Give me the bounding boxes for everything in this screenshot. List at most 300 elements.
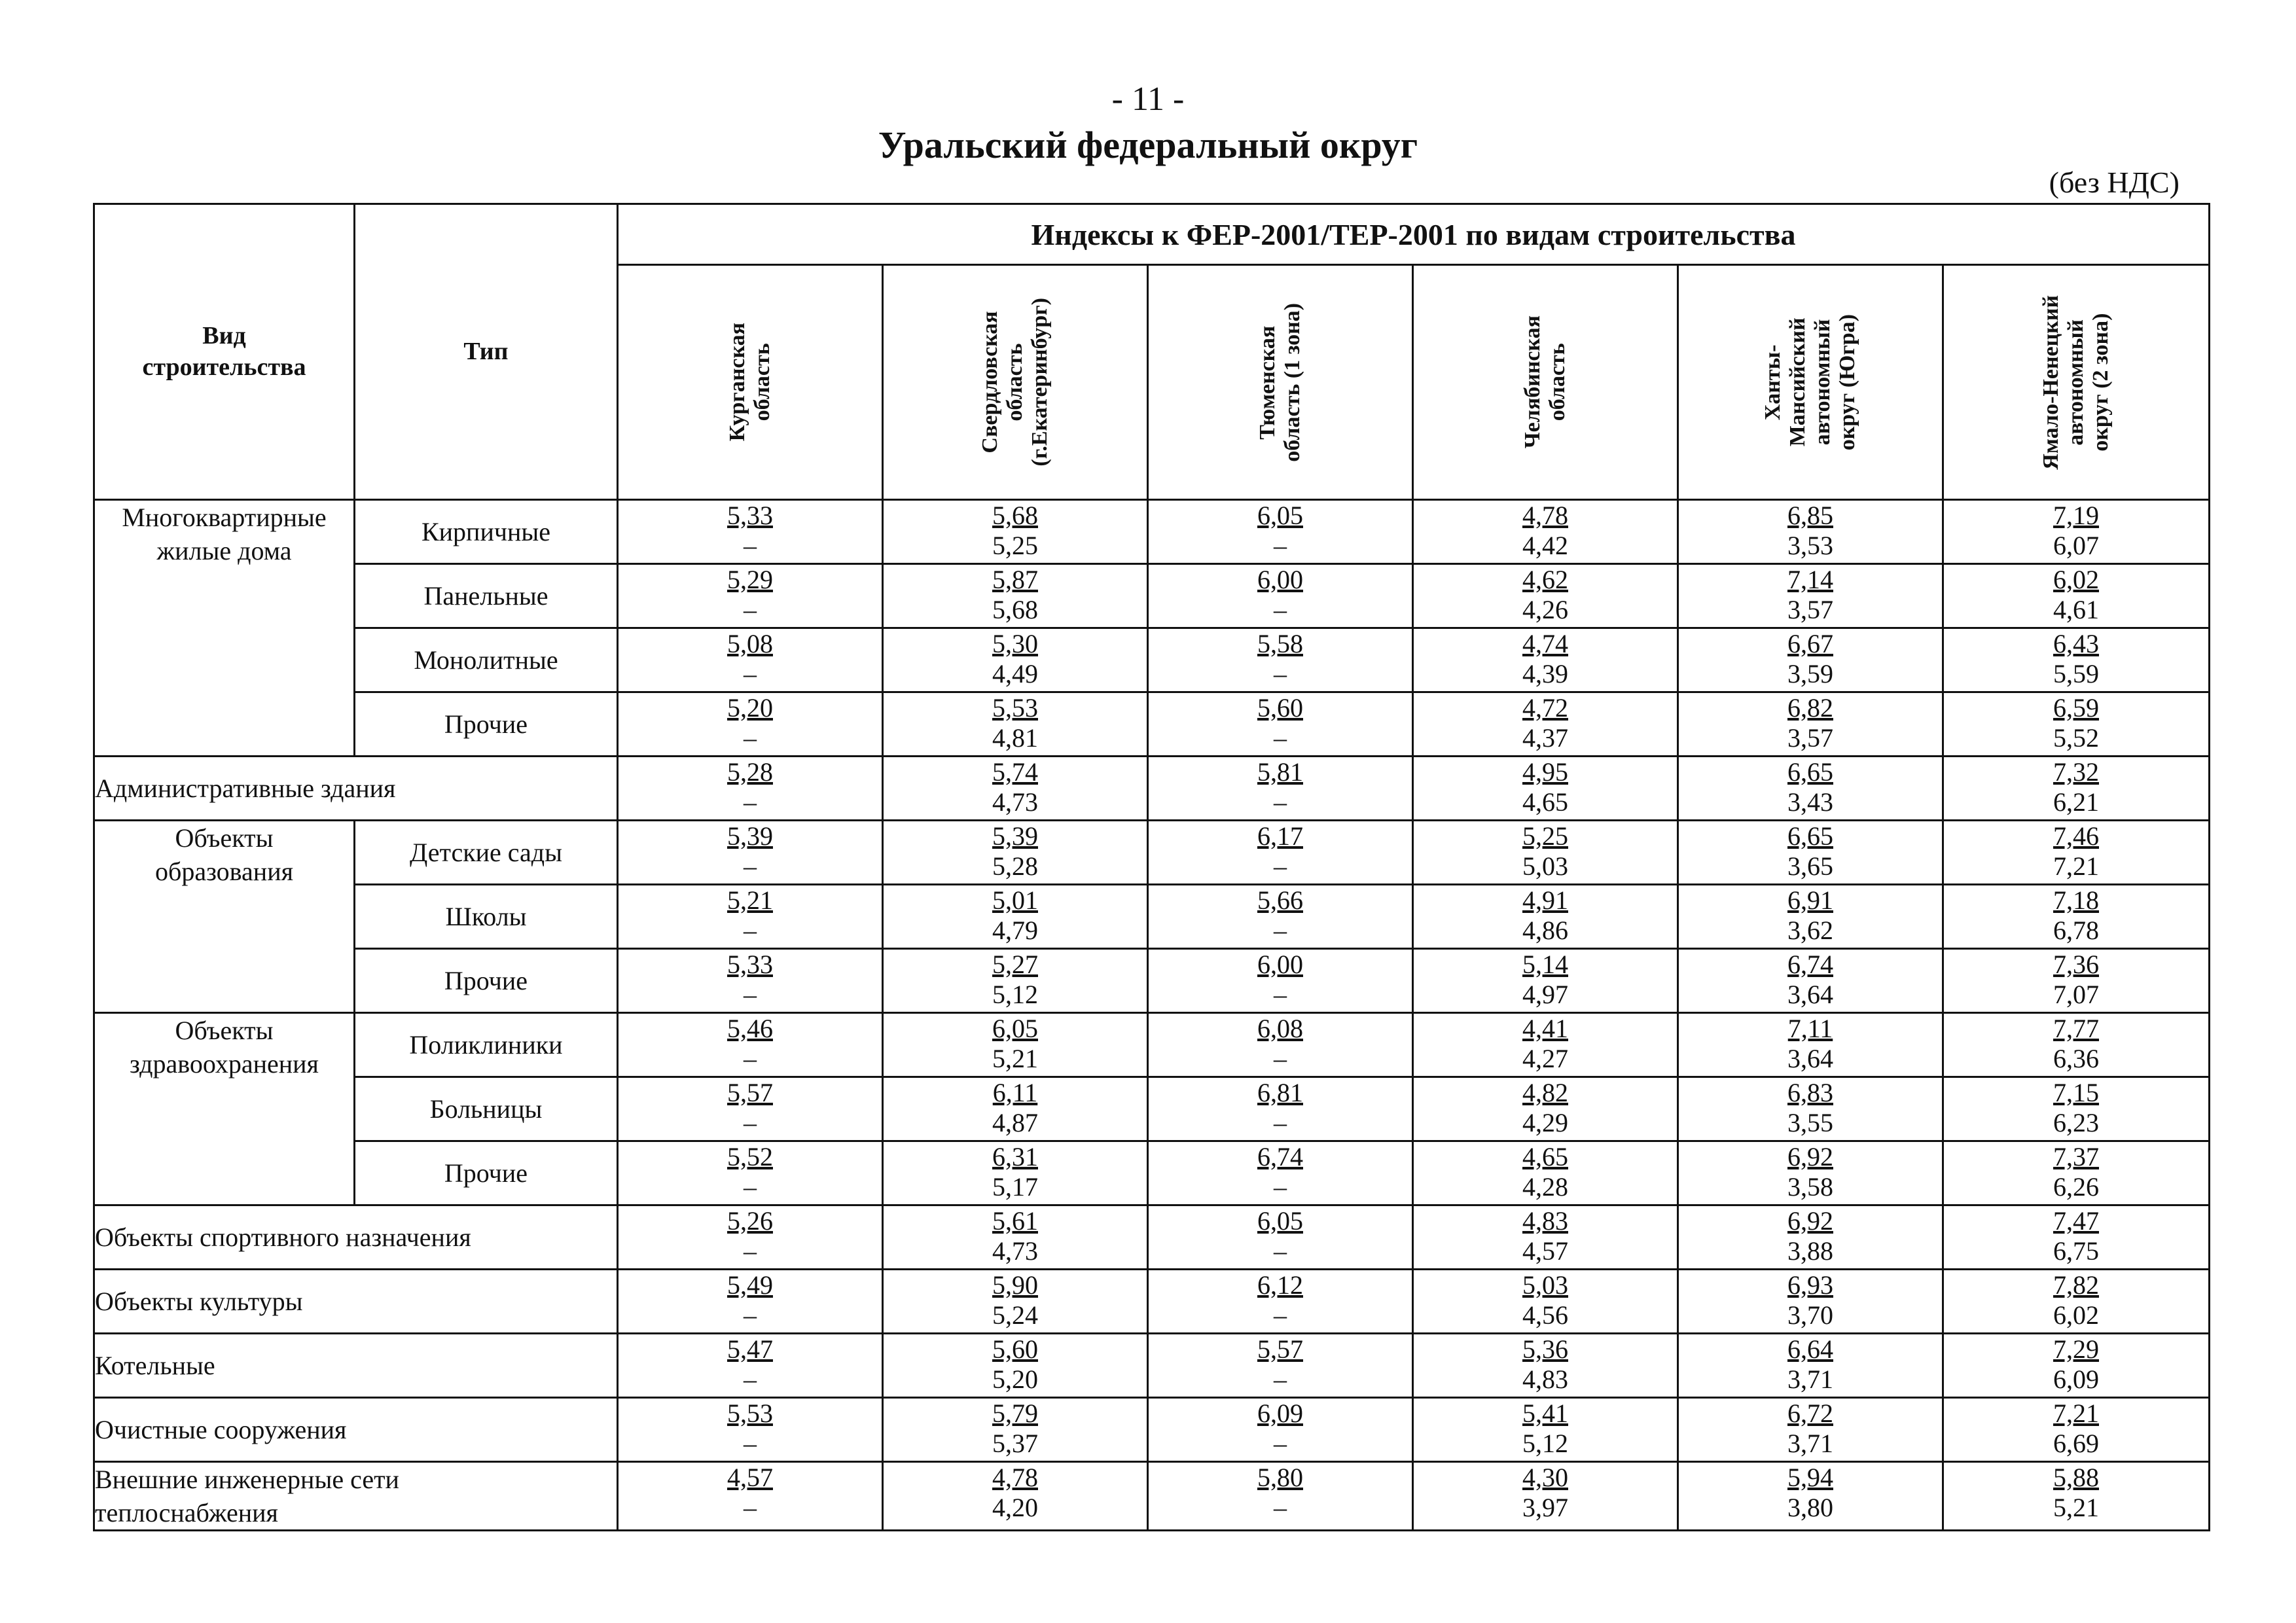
- index-value-cell: [1943, 1270, 2210, 1334]
- index-value-territorial: 3,64: [1787, 1044, 1833, 1073]
- index-value-territorial: 6,36: [2053, 1044, 2099, 1073]
- header-region: [1413, 265, 1678, 500]
- index-value-cell: [1943, 885, 2210, 949]
- type-cell: Панельные: [355, 564, 618, 628]
- index-value-federal: 5,33: [727, 950, 773, 979]
- index-value-federal: 6,72: [1787, 1399, 1833, 1428]
- construction-kind-cell: Объекты здравоохранения: [94, 1013, 355, 1205]
- index-value-territorial: –: [1274, 595, 1287, 624]
- index-value-cell: [1678, 949, 1943, 1013]
- index-value-federal: 7,14: [1787, 565, 1833, 594]
- index-value-territorial: 6,23: [2053, 1108, 2099, 1137]
- construction-kind-cell: Объекты спортивного назначения: [94, 1205, 618, 1270]
- index-value-federal: 4,65: [1522, 1142, 1568, 1171]
- construction-kind-cell: Внешние инженерные сети теплоснабжения: [94, 1462, 618, 1531]
- index-value-federal: 5,41: [1522, 1399, 1568, 1428]
- index-value-federal: 6,74: [1787, 950, 1833, 979]
- index-value-federal: 4,78: [992, 1463, 1038, 1492]
- index-value-territorial: –: [1274, 659, 1287, 688]
- index-value-federal: 5,68: [992, 501, 1038, 530]
- index-value-cell: [883, 1205, 1148, 1270]
- index-value-federal: 6,31: [992, 1142, 1038, 1171]
- index-value-federal: 4,82: [1522, 1078, 1568, 1107]
- index-value-federal: 6,09: [1257, 1399, 1303, 1428]
- index-value-territorial: 3,57: [1787, 723, 1833, 753]
- index-value-cell: [883, 692, 1148, 757]
- type-cell: Прочие: [355, 949, 618, 1013]
- type-cell: Детские сады: [355, 821, 618, 885]
- type-cell: Больницы: [355, 1077, 618, 1141]
- index-value-federal: 6,12: [1257, 1270, 1303, 1300]
- index-value-territorial: 4,42: [1522, 531, 1568, 560]
- index-value-territorial: 4,28: [1522, 1172, 1568, 1202]
- page-number: - 11 -: [1111, 80, 1185, 118]
- index-value-federal: 4,83: [1522, 1206, 1568, 1236]
- index-value-territorial: 5,17: [992, 1172, 1038, 1202]
- index-value-territorial: 4,83: [1522, 1364, 1568, 1394]
- header-region-label: Тюменская область (1 зона): [1255, 302, 1304, 462]
- index-value-federal: 4,41: [1522, 1014, 1568, 1043]
- index-value-cell: [1413, 1141, 1678, 1205]
- index-value-cell: [883, 564, 1148, 628]
- index-value-federal: 5,20: [727, 693, 773, 722]
- index-value-cell: [1413, 885, 1678, 949]
- index-value-federal: 6,93: [1787, 1270, 1833, 1300]
- index-value-cell: [618, 821, 883, 885]
- index-value-cell: [1678, 821, 1943, 885]
- index-value-territorial: 3,70: [1787, 1300, 1833, 1330]
- index-value-cell: [618, 1334, 883, 1398]
- index-value-territorial: –: [1274, 1300, 1287, 1330]
- index-value-territorial: 3,57: [1787, 595, 1833, 624]
- index-value-territorial: 7,07: [2053, 980, 2099, 1009]
- index-value-federal: 5,36: [1522, 1334, 1568, 1364]
- index-value-cell: [1148, 885, 1413, 949]
- index-value-cell: [1943, 1398, 2210, 1462]
- table-row: [94, 564, 2210, 628]
- index-value-cell: [883, 757, 1148, 821]
- index-value-federal: 6,59: [2053, 693, 2099, 722]
- index-value-cell: [1943, 564, 2210, 628]
- table-row: [94, 885, 2210, 949]
- index-value-federal: 6,02: [2053, 565, 2099, 594]
- index-value-federal: 7,15: [2053, 1078, 2099, 1107]
- index-value-territorial: 6,02: [2053, 1300, 2099, 1330]
- index-value-cell: [1148, 1462, 1413, 1531]
- index-value-territorial: –: [1274, 531, 1287, 560]
- table-row: [94, 1462, 2210, 1531]
- index-value-cell: [1943, 1334, 2210, 1398]
- index-value-federal: 4,74: [1522, 629, 1568, 658]
- index-value-federal: 4,62: [1522, 565, 1568, 594]
- index-value-cell: [1943, 1205, 2210, 1270]
- index-value-federal: 6,65: [1787, 821, 1833, 851]
- index-value-federal: 5,39: [727, 821, 773, 851]
- index-value-federal: 5,53: [992, 693, 1038, 722]
- index-value-cell: [618, 628, 883, 692]
- index-value-cell: [1413, 692, 1678, 757]
- index-value-cell: [1148, 757, 1413, 821]
- index-value-federal: 7,36: [2053, 950, 2099, 979]
- index-value-cell: [1678, 564, 1943, 628]
- index-value-federal: 5,28: [727, 757, 773, 787]
- table-body: [94, 500, 2210, 1531]
- index-value-cell: [883, 628, 1148, 692]
- index-value-territorial: –: [1274, 980, 1287, 1009]
- index-value-cell: [883, 949, 1148, 1013]
- index-value-cell: [618, 1205, 883, 1270]
- index-value-cell: [618, 692, 883, 757]
- type-cell: Прочие: [355, 1141, 618, 1205]
- index-value-cell: [1413, 1013, 1678, 1077]
- index-value-territorial: 5,68: [992, 595, 1038, 624]
- header-region: [618, 265, 883, 500]
- index-value-territorial: 6,26: [2053, 1172, 2099, 1202]
- index-value-territorial: 5,24: [992, 1300, 1038, 1330]
- index-value-cell: [1413, 757, 1678, 821]
- index-value-territorial: 4,27: [1522, 1044, 1568, 1073]
- index-value-cell: [1678, 1270, 1943, 1334]
- construction-kind-cell: Очистные сооружения: [94, 1398, 618, 1462]
- index-value-federal: 7,32: [2053, 757, 2099, 787]
- index-value-cell: [618, 500, 883, 564]
- index-value-territorial: 4,65: [1522, 787, 1568, 817]
- index-value-territorial: –: [744, 1172, 757, 1202]
- table-row: [94, 757, 2210, 821]
- index-value-cell: [1678, 1013, 1943, 1077]
- index-value-federal: 4,72: [1522, 693, 1568, 722]
- index-value-territorial: 4,61: [2053, 595, 2099, 624]
- index-value-territorial: 3,65: [1787, 851, 1833, 881]
- header-index-group: Индексы к ФЕР-2001/ТЕР-2001 по видам строительства: [618, 204, 2210, 265]
- index-value-cell: [1148, 500, 1413, 564]
- header-region-label: Курганская область: [725, 323, 774, 442]
- index-value-cell: [618, 1141, 883, 1205]
- index-value-cell: [618, 1398, 883, 1462]
- index-value-territorial: 3,58: [1787, 1172, 1833, 1202]
- index-value-territorial: –: [744, 1493, 757, 1522]
- header-region-label: Свердловская область (г.Екатеринбург): [977, 298, 1052, 467]
- index-value-territorial: –: [744, 980, 757, 1009]
- index-value-territorial: –: [744, 1364, 757, 1394]
- index-value-cell: [1148, 692, 1413, 757]
- index-value-cell: [1413, 1270, 1678, 1334]
- index-value-federal: 5,33: [727, 501, 773, 530]
- index-value-territorial: 3,71: [1787, 1364, 1833, 1394]
- index-value-federal: 5,21: [727, 885, 773, 915]
- index-value-territorial: 4,49: [992, 659, 1038, 688]
- index-value-territorial: 7,21: [2053, 851, 2099, 881]
- index-value-cell: [618, 757, 883, 821]
- index-value-cell: [618, 1077, 883, 1141]
- index-value-cell: [1148, 1334, 1413, 1398]
- index-value-federal: 5,58: [1257, 629, 1303, 658]
- index-value-federal: 5,94: [1787, 1463, 1833, 1492]
- index-value-cell: [883, 1462, 1148, 1531]
- header-region: [883, 265, 1148, 500]
- index-value-federal: 5,49: [727, 1270, 773, 1300]
- index-value-cell: [1413, 1462, 1678, 1531]
- index-value-territorial: –: [744, 787, 757, 817]
- index-value-territorial: –: [744, 1108, 757, 1137]
- index-value-territorial: –: [1274, 1108, 1287, 1137]
- index-value-federal: 4,78: [1522, 501, 1568, 530]
- index-value-territorial: –: [1274, 787, 1287, 817]
- index-value-federal: 5,60: [992, 1334, 1038, 1364]
- index-value-territorial: 4,86: [1522, 916, 1568, 945]
- index-value-cell: [1148, 1270, 1413, 1334]
- index-value-territorial: –: [1274, 1236, 1287, 1266]
- index-value-territorial: –: [1274, 1493, 1287, 1522]
- index-value-territorial: 5,28: [992, 851, 1038, 881]
- index-value-cell: [1148, 1141, 1413, 1205]
- index-value-cell: [1678, 500, 1943, 564]
- index-value-territorial: 3,59: [1787, 659, 1833, 688]
- index-value-federal: 5,60: [1257, 693, 1303, 722]
- index-value-federal: 6,05: [1257, 501, 1303, 530]
- index-value-federal: 5,61: [992, 1206, 1038, 1236]
- header-region: [1943, 265, 2210, 500]
- index-value-territorial: –: [744, 1429, 757, 1458]
- index-value-federal: 6,43: [2053, 629, 2099, 658]
- index-value-cell: [1678, 692, 1943, 757]
- index-value-federal: 7,18: [2053, 885, 2099, 915]
- index-value-territorial: –: [744, 595, 757, 624]
- index-value-territorial: 5,25: [992, 531, 1038, 560]
- index-value-cell: [1413, 949, 1678, 1013]
- index-value-cell: [1148, 1205, 1413, 1270]
- index-value-territorial: 6,75: [2053, 1236, 2099, 1266]
- index-value-cell: [1943, 1077, 2210, 1141]
- index-value-territorial: 3,55: [1787, 1108, 1833, 1137]
- index-value-federal: 5,29: [727, 565, 773, 594]
- index-value-cell: [1943, 949, 2210, 1013]
- index-value-federal: 5,88: [2053, 1463, 2099, 1492]
- index-value-cell: [1148, 1398, 1413, 1462]
- index-table: [93, 203, 2210, 1531]
- index-value-cell: [1413, 821, 1678, 885]
- index-value-territorial: –: [744, 723, 757, 753]
- index-value-cell: [883, 1141, 1148, 1205]
- index-value-cell: [1678, 628, 1943, 692]
- header-region: [1678, 265, 1943, 500]
- index-value-cell: [1148, 628, 1413, 692]
- index-value-federal: 5,01: [992, 885, 1038, 915]
- index-value-territorial: –: [744, 851, 757, 881]
- index-value-federal: 6,91: [1787, 885, 1833, 915]
- index-value-cell: [1678, 1334, 1943, 1398]
- index-value-federal: 5,14: [1522, 950, 1568, 979]
- index-value-territorial: –: [744, 916, 757, 945]
- index-value-territorial: 4,87: [992, 1108, 1038, 1137]
- index-value-federal: 7,29: [2053, 1334, 2099, 1364]
- index-value-territorial: 4,26: [1522, 595, 1568, 624]
- index-value-territorial: 4,57: [1522, 1236, 1568, 1266]
- index-value-cell: [618, 564, 883, 628]
- index-value-cell: [1413, 1398, 1678, 1462]
- index-value-territorial: 4,56: [1522, 1300, 1568, 1330]
- index-value-cell: [1148, 1013, 1413, 1077]
- index-value-federal: 6,64: [1787, 1334, 1833, 1364]
- type-cell: Школы: [355, 885, 618, 949]
- table-row: [94, 1334, 2210, 1398]
- index-value-territorial: 5,03: [1522, 851, 1568, 881]
- index-value-territorial: 4,37: [1522, 723, 1568, 753]
- index-value-cell: [1678, 1141, 1943, 1205]
- index-value-territorial: 5,21: [2053, 1493, 2099, 1522]
- index-value-cell: [1678, 1077, 1943, 1141]
- construction-kind-cell: Объекты образования: [94, 821, 355, 1013]
- index-value-territorial: 4,73: [992, 787, 1038, 817]
- index-value-territorial: 5,37: [992, 1429, 1038, 1458]
- index-value-territorial: 6,78: [2053, 916, 2099, 945]
- index-value-federal: 6,08: [1257, 1014, 1303, 1043]
- index-value-federal: 5,39: [992, 821, 1038, 851]
- table-row: [94, 1013, 2210, 1077]
- index-value-territorial: 6,07: [2053, 531, 2099, 560]
- index-value-federal: 5,90: [992, 1270, 1038, 1300]
- index-value-cell: [883, 1077, 1148, 1141]
- index-value-cell: [1678, 1462, 1943, 1531]
- index-value-territorial: 6,69: [2053, 1429, 2099, 1458]
- index-value-cell: [1943, 1141, 2210, 1205]
- index-value-cell: [883, 821, 1148, 885]
- index-value-cell: [883, 885, 1148, 949]
- construction-kind-cell: Котельные: [94, 1334, 618, 1398]
- table-row: [94, 1141, 2210, 1205]
- index-value-territorial: 4,20: [992, 1493, 1038, 1522]
- index-value-federal: 6,11: [992, 1078, 1038, 1107]
- index-value-cell: [883, 1334, 1148, 1398]
- index-value-federal: 7,47: [2053, 1206, 2099, 1236]
- index-value-cell: [618, 1013, 883, 1077]
- index-value-federal: 5,30: [992, 629, 1038, 658]
- index-value-cell: [618, 885, 883, 949]
- index-value-territorial: 3,88: [1787, 1236, 1833, 1266]
- index-value-cell: [1413, 1205, 1678, 1270]
- index-value-federal: 5,57: [727, 1078, 773, 1107]
- index-value-federal: 4,30: [1522, 1463, 1568, 1492]
- index-value-cell: [618, 1270, 883, 1334]
- header-region: [1148, 265, 1413, 500]
- construction-kind-cell: Административные здания: [94, 757, 618, 821]
- index-value-cell: [1678, 1205, 1943, 1270]
- index-value-federal: 6,92: [1787, 1142, 1833, 1171]
- table-row: [94, 949, 2210, 1013]
- index-value-territorial: 3,71: [1787, 1429, 1833, 1458]
- index-value-federal: 5,25: [1522, 821, 1568, 851]
- index-value-federal: 7,77: [2053, 1014, 2099, 1043]
- index-value-federal: 5,66: [1257, 885, 1303, 915]
- index-value-federal: 6,92: [1787, 1206, 1833, 1236]
- index-value-territorial: –: [1274, 1172, 1287, 1202]
- index-value-cell: [1943, 757, 2210, 821]
- index-value-territorial: –: [744, 1236, 757, 1266]
- index-value-territorial: –: [1274, 851, 1287, 881]
- index-value-territorial: –: [1274, 723, 1287, 753]
- index-value-cell: [618, 1462, 883, 1531]
- header-construction-kind: Вид строительства: [94, 204, 355, 500]
- index-value-cell: [1943, 1013, 2210, 1077]
- index-value-federal: 4,95: [1522, 757, 1568, 787]
- index-value-cell: [1678, 885, 1943, 949]
- index-value-territorial: –: [744, 1044, 757, 1073]
- index-value-territorial: 6,21: [2053, 787, 2099, 817]
- index-value-territorial: –: [1274, 1044, 1287, 1073]
- index-value-cell: [1943, 821, 2210, 885]
- index-value-territorial: 4,97: [1522, 980, 1568, 1009]
- index-value-federal: 4,57: [727, 1463, 773, 1492]
- index-value-federal: 6,65: [1787, 757, 1833, 787]
- index-value-federal: 5,80: [1257, 1463, 1303, 1492]
- index-value-cell: [1943, 628, 2210, 692]
- index-value-cell: [1413, 1077, 1678, 1141]
- index-value-territorial: –: [744, 1300, 757, 1330]
- index-value-federal: 6,83: [1787, 1078, 1833, 1107]
- index-value-federal: 5,46: [727, 1014, 773, 1043]
- index-value-territorial: 3,97: [1522, 1493, 1568, 1522]
- index-value-federal: 6,81: [1257, 1078, 1303, 1107]
- type-cell: Кирпичные: [355, 500, 618, 564]
- index-value-federal: 7,21: [2053, 1399, 2099, 1428]
- index-value-federal: 4,91: [1522, 885, 1568, 915]
- index-value-federal: 5,08: [727, 629, 773, 658]
- index-value-federal: 6,05: [992, 1014, 1038, 1043]
- index-value-territorial: 6,09: [2053, 1364, 2099, 1394]
- type-cell: Поликлиники: [355, 1013, 618, 1077]
- index-value-federal: 6,85: [1787, 501, 1833, 530]
- index-value-federal: 6,17: [1257, 821, 1303, 851]
- header-region-label: Ханты- Мансийский автономный округ (Югра): [1760, 313, 1860, 451]
- index-value-federal: 6,74: [1257, 1142, 1303, 1171]
- index-value-territorial: 4,73: [992, 1236, 1038, 1266]
- type-cell: Монолитные: [355, 628, 618, 692]
- index-value-federal: 7,82: [2053, 1270, 2099, 1300]
- index-value-cell: [1148, 1077, 1413, 1141]
- table-row: [94, 500, 2210, 564]
- index-value-federal: 5,03: [1522, 1270, 1568, 1300]
- index-value-federal: 5,26: [727, 1206, 773, 1236]
- index-value-territorial: 3,53: [1787, 531, 1833, 560]
- index-value-territorial: –: [744, 659, 757, 688]
- index-value-cell: [1413, 628, 1678, 692]
- construction-kind-cell: Многоквартирные жилые дома: [94, 500, 355, 757]
- index-value-territorial: 3,64: [1787, 980, 1833, 1009]
- index-value-territorial: 4,29: [1522, 1108, 1568, 1137]
- index-value-cell: [1678, 1398, 1943, 1462]
- type-cell: Прочие: [355, 692, 618, 757]
- index-value-federal: 5,57: [1257, 1334, 1303, 1364]
- index-value-federal: 6,00: [1257, 565, 1303, 594]
- header-type: Тип: [355, 204, 618, 500]
- table-row: [94, 1270, 2210, 1334]
- index-value-cell: [1943, 500, 2210, 564]
- table-row: [94, 1077, 2210, 1141]
- index-value-federal: 5,79: [992, 1399, 1038, 1428]
- index-value-cell: [1413, 1334, 1678, 1398]
- index-value-territorial: –: [1274, 916, 1287, 945]
- index-value-cell: [1413, 564, 1678, 628]
- index-value-federal: 7,46: [2053, 821, 2099, 851]
- index-value-cell: [883, 1398, 1148, 1462]
- table-row: [94, 1205, 2210, 1270]
- index-value-territorial: 5,20: [992, 1364, 1038, 1394]
- index-value-cell: [1148, 821, 1413, 885]
- index-value-federal: 6,05: [1257, 1206, 1303, 1236]
- index-value-territorial: 3,62: [1787, 916, 1833, 945]
- index-value-federal: 5,74: [992, 757, 1038, 787]
- table-row: [94, 821, 2210, 885]
